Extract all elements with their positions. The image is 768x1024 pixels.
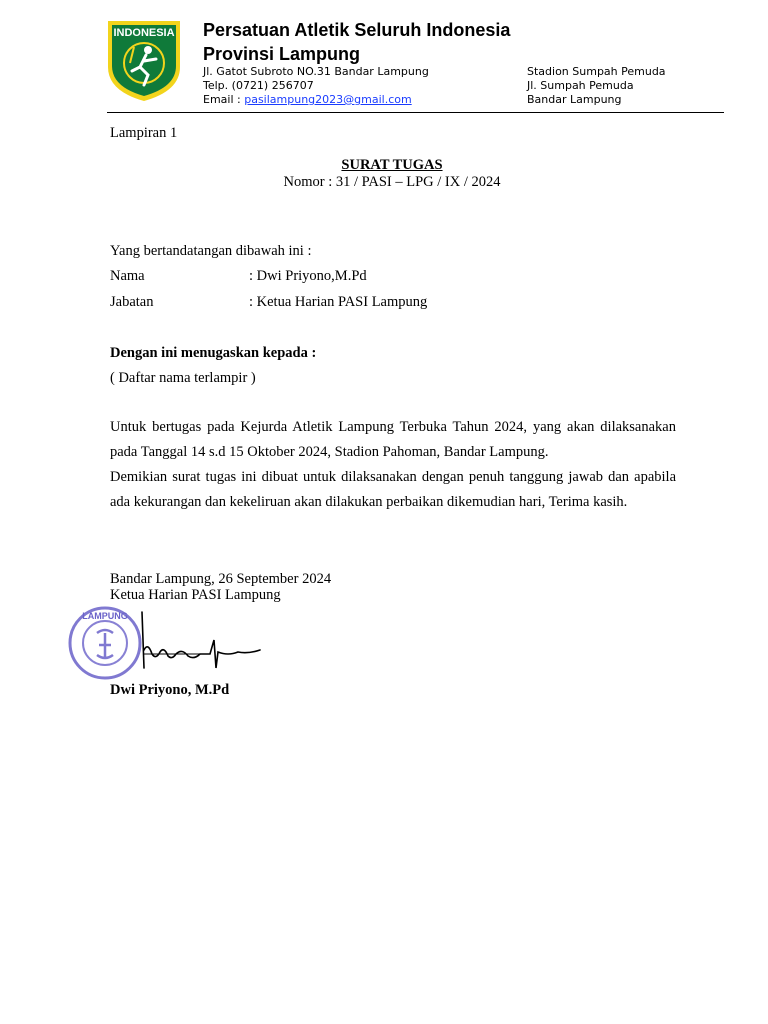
assign-heading: Dengan ini menugaskan kepada : — [110, 345, 317, 361]
org-name: Persatuan Atletik Seluruh Indonesia — [203, 20, 511, 40]
address-line: Jl. Gatot Subroto NO.31 Bandar Lampung — [203, 65, 429, 78]
field-label-name: Nama — [110, 268, 145, 284]
street-line: Jl. Sumpah Pemuda — [527, 79, 634, 92]
phone-line: Telp. (0721) 256707 — [203, 79, 314, 92]
body-paragraph-1: Untuk bertugas pada Kejurda Atletik Lampung Terbuka Tahun 2024, yang akan dilaksanakan pada Tanggal 14 s.d 15 Oktober 2024, Stadion Pahoman, Bandar Lampung. — [110, 419, 676, 460]
body-paragraph-2: Demikian surat tugas ini dibuat untuk dilaksanakan dengan penuh tanggung jawab dan apabila ada kekurangan dan kekeliruan akan dilakukan perbaikan dikemudian hari, Terima kasih. — [110, 469, 676, 510]
signature — [138, 610, 264, 674]
pasi-logo — [104, 17, 184, 103]
field-label-position: Jabatan — [110, 294, 154, 310]
stadium-line: Stadion Sumpah Pemuda — [527, 65, 666, 78]
field-value-position: : Ketua Harian PASI Lampung — [249, 294, 428, 310]
city-line: Bandar Lampung — [527, 93, 622, 106]
svg-text:LAMPUNG: LAMPUNG — [82, 611, 128, 621]
signer-name: Dwi Priyono, M.Pd — [110, 682, 230, 698]
field-value-name: : Dwi Priyono,M.Pd — [249, 268, 367, 284]
signer-title: Ketua Harian PASI Lampung — [110, 587, 281, 603]
email-line — [203, 93, 412, 107]
assign-note: ( Daftar nama terlampir ) — [110, 370, 256, 386]
svg-text:INDONESIA: INDONESIA — [113, 27, 175, 39]
org-province: Provinsi Lampung — [203, 44, 361, 64]
email-label: Email : — [203, 93, 245, 106]
official-stamp — [67, 605, 143, 681]
email-link[interactable]: pasilampung2023@gmail.com — [244, 93, 412, 106]
place-date: Bandar Lampung, 26 September 2024 — [110, 571, 332, 587]
letter-number: Nomor : 31 / PASI – LPG / IX / 2024 — [283, 174, 501, 190]
letter-title: SURAT TUGAS — [341, 157, 443, 173]
header-divider — [107, 112, 724, 113]
attachment-label: Lampiran 1 — [110, 125, 178, 141]
intro-text: Yang bertandatangan dibawah ini : — [110, 243, 312, 259]
